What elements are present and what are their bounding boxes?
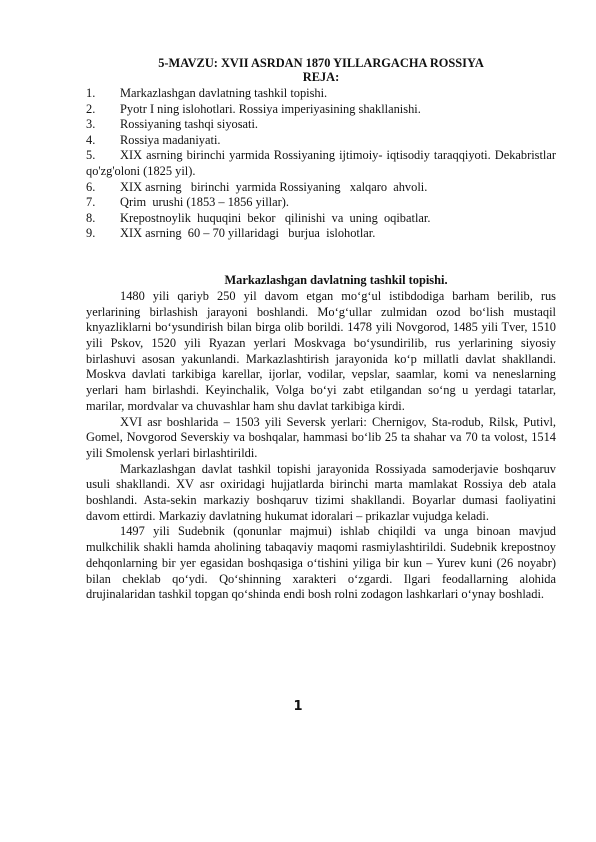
plan-item-number: 7. bbox=[86, 195, 96, 210]
plan-item-number: 1. bbox=[86, 86, 96, 100]
plan-item-text: Rossiya madaniyati. bbox=[120, 132, 221, 147]
page-number: 1 bbox=[293, 699, 303, 714]
plan-item-text: XIX asrning birinchi yarmida Rossiyaning xalqaro ahvoli. bbox=[120, 179, 428, 194]
body-paragraph: XVI asr boshlarida – 1503 yili Seversk yerlari: Chernigov, Sta-rodub, Rilsk, Putivl, Gomel, Novgorod Severskiy va boshqalar, hammasi bo‘lib 25 ta shahar va 70 ta volost, 1514 yili Smolensk yerlari birlashtirildi. bbox=[86, 414, 556, 460]
plan-item-text: Qrim urushi (1853 – 1856 yillar). bbox=[120, 195, 289, 210]
document-page bbox=[86, 56, 556, 603]
plan-item-number: 9. bbox=[86, 226, 96, 241]
plan-item-text: Pyotr I ning islohotlari. Rossiya imperiyasining shakllanishi. bbox=[120, 101, 421, 116]
plan-item bbox=[86, 226, 556, 242]
plan-item-text: Markazlashgan davlatning tashkil topishi. bbox=[120, 86, 328, 100]
plan-item-text: Krepostnoylik huquqini bekor qilinishi va uning oqibatlar. bbox=[120, 210, 431, 225]
plan-item bbox=[86, 102, 556, 118]
body-paragraph: 1497 yili Sudebnik (qonunlar majmui) ishlab chiqildi va unga binoan mavjud mulkchilik shakli hamda aholining tabaqaviy maqomi rasmiylashtirildi. Sudebnik krepostnoy dehqonlarning bir yer egasidan boshqasiga o‘tishini yiliga bir kun – Yurev kuni (26 noyabr) bilan cheklab qo‘ydi. Qo‘shinning xarakteri o‘zgardi. Ilgari feodallarning alohida drujinalaridan tashkil topgan qo‘shinda endi bosh rolni zodagon lashkarlari o‘ynay boshladi. bbox=[86, 524, 556, 602]
plan-item-number: 2. bbox=[86, 101, 96, 116]
section-title: Markazlashgan davlatning tashkil topishi. bbox=[224, 272, 448, 287]
plan-item-text: XIX asrning 60 – 70 yillaridagi burjua islohotlar. bbox=[120, 226, 376, 241]
plan-item bbox=[86, 180, 556, 196]
plan-item bbox=[86, 86, 556, 102]
plan-item bbox=[86, 195, 556, 211]
plan-item bbox=[86, 148, 556, 179]
plan-item-text: XIX asrning birinchi yarmida Rossiyaning ijtimoiy- iqtisodiy taraqqiyoti. Dekabristlar qo'zg'oloni (1825 yil). bbox=[86, 148, 556, 178]
plan-item bbox=[86, 117, 556, 133]
plan-item bbox=[86, 133, 556, 149]
plan-item-number: 6. bbox=[86, 179, 96, 194]
plan-heading: REJA: bbox=[302, 70, 340, 84]
body-paragraph: 1480 yili qariyb 250 yil davom etgan mo‘g‘ul istibdodiga barham berilib, rus yerlarining birlashish jarayoni boshlandi. Mo‘g‘ullar zulmidan ozod bo‘lish mustaqil knyazliklarni bo‘ysundirish bilan birga olib borildi. 1478 yili Novgorod, 1485 yili Tver, 1510 yili Pskov, 1520 yili Ryazan yerlari Moskvaga bo‘ysundirilib, rus yerlarining siyosiy birlashuvi asosan yakunlandi. Markazlashtirish jarayonida ko‘p millatli davlat shakllandi. Moskva davlati tarkibiga karellar, ijorlar, vodilar, vepslar, saamlar, komi va neneslarning yerlari ham birlashdi. Keyinchalik, Volga bo‘yi zabt etilgandan so‘ng u yerdagi tatarlar, marilar, mordvalar va chuvashlar ham shu davlat tarkibiga kirdi. bbox=[86, 288, 556, 413]
body-paragraph: Markazlashgan davlat tashkil topishi jarayonida Rossiyada samoderjavie boshqaruv usuli shakllandi. XV asr oxiridagi hujjatlarda birinchi marta mamlakat Rossiya deb atala boshlandi. Asta-sekin markaziy boshqaruv tizimi shakllandi. Boyarlar dumasi faoliyatini davom ettirdi. Markaziy davlatning hukumat idoralari – prikazlar vujudga keladi. bbox=[86, 461, 556, 523]
plan-item bbox=[86, 211, 556, 227]
plan-item-number: 5. bbox=[86, 148, 96, 163]
plan-item-number: 4. bbox=[86, 132, 96, 147]
plan-item-number: 8. bbox=[86, 210, 96, 225]
plan-list bbox=[86, 86, 556, 242]
plan-item-text: Rossiyaning tashqi siyosati. bbox=[120, 117, 259, 132]
plan-item-number: 3. bbox=[86, 117, 96, 132]
document-title: 5-MAVZU: XVII ASRDAN 1870 YILLARGACHA ROSSIYA bbox=[158, 56, 484, 70]
